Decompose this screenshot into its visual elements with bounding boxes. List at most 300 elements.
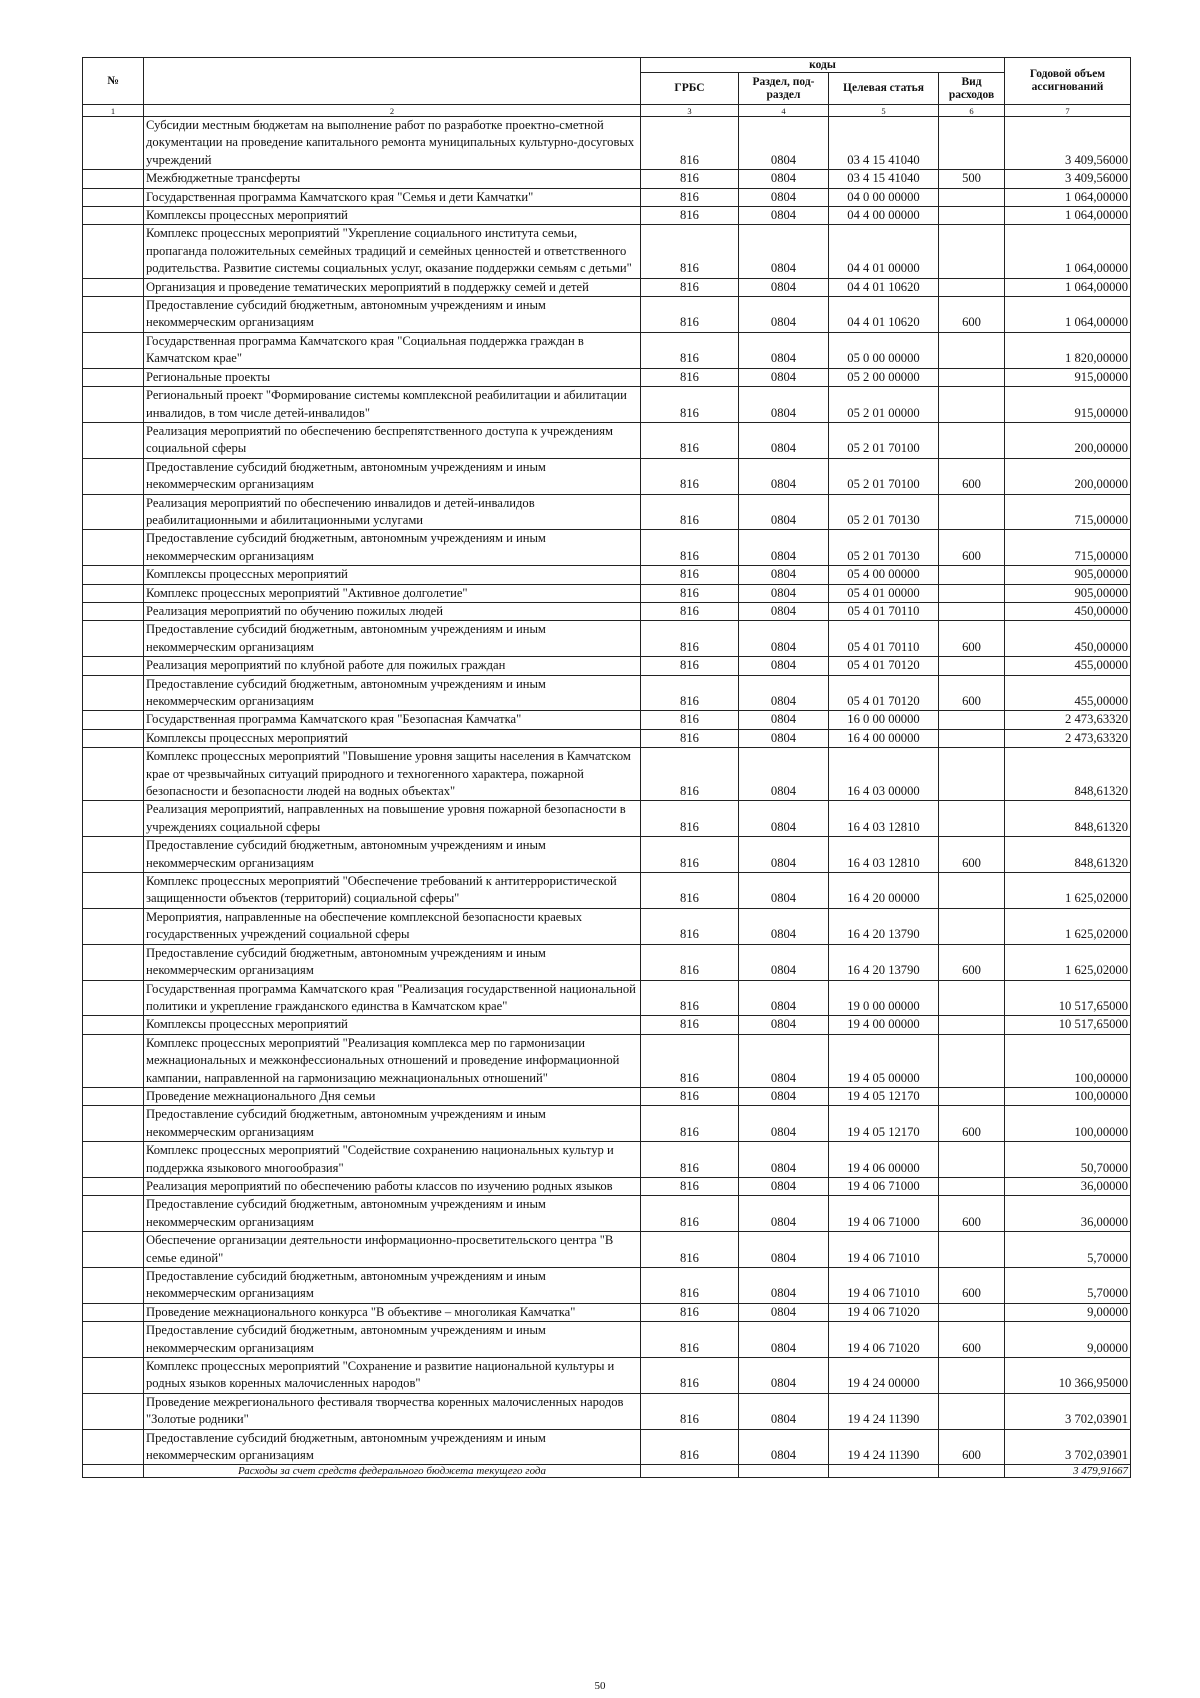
row-grbs: 816 <box>641 170 739 188</box>
table-row <box>83 1016 1131 1034</box>
column-number: 2 <box>144 105 641 117</box>
row-target: 05 4 01 70110 <box>829 602 939 620</box>
number-cell <box>83 711 144 729</box>
row-grbs: 816 <box>641 1268 739 1304</box>
row-section: 0804 <box>739 170 829 188</box>
number-cell <box>83 1177 144 1195</box>
row-grbs: 816 <box>641 566 739 584</box>
row-expense-type <box>939 1034 1005 1087</box>
row-grbs: 816 <box>641 1142 739 1178</box>
row-target: 05 4 00 00000 <box>829 566 939 584</box>
row-section: 0804 <box>739 530 829 566</box>
table-row <box>83 422 1131 458</box>
row-expense-type <box>939 1177 1005 1195</box>
row-grbs: 816 <box>641 873 739 909</box>
row-name: Комплексы процессных мероприятий <box>144 566 641 584</box>
number-cell <box>83 675 144 711</box>
row-grbs: 816 <box>641 1087 739 1105</box>
row-name: Государственная программа Камчатского края "Безопасная Камчатка" <box>144 711 641 729</box>
row-target: 16 4 20 13790 <box>829 944 939 980</box>
number-cell <box>83 729 144 747</box>
page-number: 50 <box>594 1680 606 1692</box>
number-cell <box>83 1303 144 1321</box>
row-expense-type <box>939 1303 1005 1321</box>
row-grbs: 816 <box>641 657 739 675</box>
row-name: Предоставление субсидий бюджетным, автономным учреждениям и иным некоммерческим организациям <box>144 1196 641 1232</box>
table-row <box>83 207 1131 225</box>
row-name: Комплекс процессных мероприятий "Повышение уровня защиты населения в Камчатском крае от чрезвычайных ситуаций природного и техногенного характера, пожарной безопасности и безопасности людей на водных объектах" <box>144 748 641 801</box>
row-section: 0804 <box>739 621 829 657</box>
row-grbs: 816 <box>641 675 739 711</box>
row-sum: 715,00000 <box>1005 530 1131 566</box>
row-section: 0804 <box>739 980 829 1016</box>
row-section: 0804 <box>739 801 829 837</box>
row-section: 0804 <box>739 1322 829 1358</box>
number-cell <box>83 980 144 1016</box>
number-cell <box>83 944 144 980</box>
row-target: 19 0 00 00000 <box>829 980 939 1016</box>
row-name: Предоставление субсидий бюджетным, автономным учреждениям и иным некоммерческим организациям <box>144 297 641 333</box>
row-expense-type <box>939 711 1005 729</box>
table-row <box>83 1429 1131 1465</box>
row-expense-type <box>939 207 1005 225</box>
number-cell <box>83 602 144 620</box>
header-annual: Годовой объем ассигнований <box>1005 58 1131 105</box>
row-grbs: 816 <box>641 1034 739 1087</box>
row-target: 16 4 03 12810 <box>829 837 939 873</box>
row-expense-type: 600 <box>939 1268 1005 1304</box>
row-expense-type <box>939 422 1005 458</box>
row-target: 19 4 24 00000 <box>829 1358 939 1394</box>
row-name: Предоставление субсидий бюджетным, автономным учреждениям и иным некоммерческим организациям <box>144 1429 641 1465</box>
row-expense-type <box>939 332 1005 368</box>
row-sum: 1 625,02000 <box>1005 944 1131 980</box>
column-number: 1 <box>83 105 144 117</box>
row-name: Обеспечение организации деятельности информационно-просветительского центра "В семье единой" <box>144 1232 641 1268</box>
row-section: 0804 <box>739 584 829 602</box>
row-grbs: 816 <box>641 188 739 206</box>
row-expense-type: 600 <box>939 1429 1005 1465</box>
row-section: 0804 <box>739 1358 829 1394</box>
number-cell <box>83 225 144 278</box>
row-section: 0804 <box>739 675 829 711</box>
row-target: 05 0 00 00000 <box>829 332 939 368</box>
row-section: 0804 <box>739 837 829 873</box>
table-row <box>83 297 1131 333</box>
row-expense-type <box>939 873 1005 909</box>
row-section: 0804 <box>739 602 829 620</box>
row-target: 19 4 06 71020 <box>829 1303 939 1321</box>
row-sum: 36,00000 <box>1005 1177 1131 1195</box>
row-sum: 1 064,00000 <box>1005 278 1131 296</box>
row-expense-type <box>939 1232 1005 1268</box>
table-row <box>83 1393 1131 1429</box>
row-sum: 10 517,65000 <box>1005 1016 1131 1034</box>
number-cell <box>83 458 144 494</box>
row-sum: 5,70000 <box>1005 1268 1131 1304</box>
row-grbs: 816 <box>641 1303 739 1321</box>
row-grbs: 816 <box>641 1177 739 1195</box>
row-grbs: 816 <box>641 729 739 747</box>
number-cell <box>83 170 144 188</box>
row-section: 0804 <box>739 225 829 278</box>
row-target: 19 4 06 71010 <box>829 1268 939 1304</box>
row-expense-type: 500 <box>939 170 1005 188</box>
row-name: Реализация мероприятий, направленных на повышение уровня пожарной безопасности в учреждениях социальной сферы <box>144 801 641 837</box>
row-sum: 450,00000 <box>1005 602 1131 620</box>
row-expense-type <box>939 494 1005 530</box>
number-cell <box>83 530 144 566</box>
row-target: 19 4 06 71020 <box>829 1322 939 1358</box>
row-grbs: 816 <box>641 422 739 458</box>
table-row <box>83 494 1131 530</box>
table-row <box>83 387 1131 423</box>
row-expense-type: 600 <box>939 1106 1005 1142</box>
row-expense-type <box>939 1393 1005 1429</box>
row-expense-type <box>939 584 1005 602</box>
row-sum: 3 409,56000 <box>1005 117 1131 170</box>
number-cell <box>83 332 144 368</box>
table-row <box>83 908 1131 944</box>
row-expense-type <box>939 801 1005 837</box>
row-grbs: 816 <box>641 748 739 801</box>
row-expense-type <box>939 908 1005 944</box>
table-row <box>83 1177 1131 1195</box>
row-name: Предоставление субсидий бюджетным, автономным учреждениям и иным некоммерческим организациям <box>144 675 641 711</box>
row-section: 0804 <box>739 297 829 333</box>
table-row <box>83 278 1131 296</box>
row-grbs: 816 <box>641 117 739 170</box>
table-row <box>83 1232 1131 1268</box>
row-section: 0804 <box>739 332 829 368</box>
number-cell <box>83 1268 144 1304</box>
row-target: 03 4 15 41040 <box>829 170 939 188</box>
row-grbs: 816 <box>641 458 739 494</box>
row-expense-type <box>939 117 1005 170</box>
row-section: 0804 <box>739 1106 829 1142</box>
table-row <box>83 602 1131 620</box>
row-grbs: 816 <box>641 711 739 729</box>
number-cell <box>83 188 144 206</box>
column-number: 5 <box>829 105 939 117</box>
row-target: 05 2 01 70100 <box>829 422 939 458</box>
row-expense-type <box>939 748 1005 801</box>
header-codes: коды <box>641 58 1005 73</box>
row-name: Комплекс процессных мероприятий "Укрепление социального института семьи, пропаганда положительных семейных традиций и семейных ценностей и ответственного родительства. Развитие системы социальных услуг, оказание поддержки семьям с детьми" <box>144 225 641 278</box>
row-expense-type <box>939 566 1005 584</box>
row-sum: 1 064,00000 <box>1005 188 1131 206</box>
row-expense-type: 600 <box>939 1322 1005 1358</box>
table-row <box>83 1196 1131 1232</box>
row-section: 0804 <box>739 207 829 225</box>
row-target: 03 4 15 41040 <box>829 117 939 170</box>
column-number: 6 <box>939 105 1005 117</box>
row-grbs: 816 <box>641 1322 739 1358</box>
row-section: 0804 <box>739 908 829 944</box>
row-expense-type <box>939 188 1005 206</box>
row-target: 16 4 00 00000 <box>829 729 939 747</box>
row-section: 0804 <box>739 188 829 206</box>
row-name: Реализация мероприятий по обеспечению работы классов по изучению родных языков <box>144 1177 641 1195</box>
row-target: 05 2 01 70130 <box>829 530 939 566</box>
row-name: Региональные проекты <box>144 368 641 386</box>
row-section: 0804 <box>739 117 829 170</box>
row-sum: 2 473,63320 <box>1005 729 1131 747</box>
row-section: 0804 <box>739 748 829 801</box>
row-name: Предоставление субсидий бюджетным, автономным учреждениям и иным некоммерческим организациям <box>144 944 641 980</box>
row-grbs: 816 <box>641 908 739 944</box>
total-label: Расходы за счет средств федерального бюджета текущего года <box>144 1465 641 1478</box>
row-name: Государственная программа Камчатского края "Семья и дети Камчатки" <box>144 188 641 206</box>
row-section: 0804 <box>739 1016 829 1034</box>
total-target-cell <box>829 1465 939 1478</box>
row-sum: 3 702,03901 <box>1005 1393 1131 1429</box>
row-grbs: 816 <box>641 1016 739 1034</box>
row-grbs: 816 <box>641 801 739 837</box>
row-target: 05 4 01 70120 <box>829 657 939 675</box>
row-sum: 10 517,65000 <box>1005 980 1131 1016</box>
row-grbs: 816 <box>641 1429 739 1465</box>
table-row <box>83 1106 1131 1142</box>
number-cell <box>83 1034 144 1087</box>
column-number: 3 <box>641 105 739 117</box>
table-row <box>83 621 1131 657</box>
row-target: 16 0 00 00000 <box>829 711 939 729</box>
row-target: 19 4 05 12170 <box>829 1106 939 1142</box>
row-sum: 3 409,56000 <box>1005 170 1131 188</box>
table-row <box>83 1034 1131 1087</box>
row-name: Субсидии местным бюджетам на выполнение работ по разработке проектно-сметной документации на проведение капитального ремонта муниципальных культурно-досуговых учреждений <box>144 117 641 170</box>
row-section: 0804 <box>739 494 829 530</box>
table-row <box>83 170 1131 188</box>
table-row <box>83 1142 1131 1178</box>
row-sum: 200,00000 <box>1005 422 1131 458</box>
number-cell <box>83 1106 144 1142</box>
row-grbs: 816 <box>641 584 739 602</box>
row-expense-type: 600 <box>939 944 1005 980</box>
row-name: Предоставление субсидий бюджетным, автономным учреждениям и иным некоммерческим организациям <box>144 621 641 657</box>
row-target: 19 4 06 00000 <box>829 1142 939 1178</box>
row-target: 05 4 01 70120 <box>829 675 939 711</box>
row-sum: 50,70000 <box>1005 1142 1131 1178</box>
row-expense-type <box>939 387 1005 423</box>
row-expense-type: 600 <box>939 837 1005 873</box>
number-cell <box>83 657 144 675</box>
header-name <box>144 58 641 105</box>
row-target: 19 4 00 00000 <box>829 1016 939 1034</box>
header-grbs: ГРБС <box>641 73 739 105</box>
row-grbs: 816 <box>641 1232 739 1268</box>
row-section: 0804 <box>739 729 829 747</box>
row-section: 0804 <box>739 1429 829 1465</box>
table-row <box>83 675 1131 711</box>
table-row <box>83 1268 1131 1304</box>
row-target: 05 2 01 00000 <box>829 387 939 423</box>
row-expense-type <box>939 657 1005 675</box>
row-sum: 1 820,00000 <box>1005 332 1131 368</box>
row-expense-type <box>939 278 1005 296</box>
row-expense-type <box>939 1142 1005 1178</box>
row-grbs: 816 <box>641 837 739 873</box>
row-sum: 455,00000 <box>1005 675 1131 711</box>
number-cell <box>83 748 144 801</box>
number-cell <box>83 873 144 909</box>
row-section: 0804 <box>739 1177 829 1195</box>
row-grbs: 816 <box>641 297 739 333</box>
number-cell <box>83 278 144 296</box>
row-name: Предоставление субсидий бюджетным, автономным учреждениям и иным некоммерческим организациям <box>144 1268 641 1304</box>
row-target: 04 4 01 10620 <box>829 297 939 333</box>
row-section: 0804 <box>739 1268 829 1304</box>
row-target: 05 2 00 00000 <box>829 368 939 386</box>
row-sum: 848,61320 <box>1005 837 1131 873</box>
row-section: 0804 <box>739 387 829 423</box>
row-expense-type: 600 <box>939 621 1005 657</box>
row-target: 19 4 05 00000 <box>829 1034 939 1087</box>
table-row <box>83 368 1131 386</box>
number-cell <box>83 801 144 837</box>
table-row <box>83 837 1131 873</box>
row-section: 0804 <box>739 1303 829 1321</box>
row-grbs: 816 <box>641 1196 739 1232</box>
number-cell <box>83 1232 144 1268</box>
number-cell <box>83 117 144 170</box>
row-name: Предоставление субсидий бюджетным, автономным учреждениям и иным некоммерческим организациям <box>144 1106 641 1142</box>
table-row <box>83 225 1131 278</box>
row-grbs: 816 <box>641 602 739 620</box>
number-cell <box>83 368 144 386</box>
row-section: 0804 <box>739 1196 829 1232</box>
table-row <box>83 458 1131 494</box>
row-expense-type: 600 <box>939 1196 1005 1232</box>
number-cell <box>83 1016 144 1034</box>
row-name: Реализация мероприятий по клубной работе для пожилых граждан <box>144 657 641 675</box>
total-grbs-cell <box>641 1465 739 1478</box>
row-sum: 715,00000 <box>1005 494 1131 530</box>
row-name: Государственная программа Камчатского края "Реализация государственной национальной политики и укрепление гражданского единства в Камчатском крае" <box>144 980 641 1016</box>
row-name: Реализация мероприятий по обеспечению беспрепятственного доступа к учреждениям социальной сферы <box>144 422 641 458</box>
row-grbs: 816 <box>641 494 739 530</box>
number-cell <box>83 1358 144 1394</box>
row-sum: 450,00000 <box>1005 621 1131 657</box>
row-name: Проведение межрегионального фестиваля творчества коренных малочисленных народов "Золотые родники" <box>144 1393 641 1429</box>
row-section: 0804 <box>739 566 829 584</box>
total-number-cell <box>83 1465 144 1478</box>
row-name: Организация и проведение тематических мероприятий в поддержку семей и детей <box>144 278 641 296</box>
table-body <box>83 117 1131 1465</box>
row-target: 04 4 01 00000 <box>829 225 939 278</box>
row-name: Региональный проект "Формирование системы комплексной реабилитации и абилитации инвалидов, в том числе детей-инвалидов" <box>144 387 641 423</box>
row-name: Комплекс процессных мероприятий "Реализация комплекса мер по гармонизации межнациональных и межконфессиональных отношений и проведение информационной кампании, направленной на гармонизацию межнациональных отношений" <box>144 1034 641 1087</box>
row-sum: 1 064,00000 <box>1005 297 1131 333</box>
row-sum: 1 064,00000 <box>1005 225 1131 278</box>
row-target: 19 4 06 71010 <box>829 1232 939 1268</box>
number-cell <box>83 908 144 944</box>
row-expense-type: 600 <box>939 530 1005 566</box>
row-target: 16 4 20 00000 <box>829 873 939 909</box>
row-name: Проведение межнационального Дня семьи <box>144 1087 641 1105</box>
row-expense-type <box>939 1358 1005 1394</box>
row-grbs: 816 <box>641 530 739 566</box>
row-name: Комплекс процессных мероприятий "Активное долголетие" <box>144 584 641 602</box>
row-name: Комплекс процессных мероприятий "Содействие сохранению национальных культур и поддержка языкового многообразия" <box>144 1142 641 1178</box>
total-section-cell <box>739 1465 829 1478</box>
row-name: Комплексы процессных мероприятий <box>144 1016 641 1034</box>
row-sum: 5,70000 <box>1005 1232 1131 1268</box>
row-sum: 455,00000 <box>1005 657 1131 675</box>
row-target: 05 2 01 70130 <box>829 494 939 530</box>
number-cell <box>83 1393 144 1429</box>
row-target: 04 4 00 00000 <box>829 207 939 225</box>
row-grbs: 816 <box>641 944 739 980</box>
row-name: Государственная программа Камчатского края "Социальная поддержка граждан в Камчатском крае" <box>144 332 641 368</box>
table-row <box>83 657 1131 675</box>
row-sum: 1 625,02000 <box>1005 873 1131 909</box>
row-section: 0804 <box>739 944 829 980</box>
row-grbs: 816 <box>641 225 739 278</box>
total-sum: 3 479,91667 <box>1005 1465 1131 1478</box>
row-sum: 100,00000 <box>1005 1087 1131 1105</box>
row-section: 0804 <box>739 1034 829 1087</box>
header-target: Целевая статья <box>829 73 939 105</box>
row-target: 05 2 01 70100 <box>829 458 939 494</box>
number-cell <box>83 494 144 530</box>
table-row <box>83 1303 1131 1321</box>
row-name: Комплекс процессных мероприятий "Сохранение и развитие национальной культуры и родных языков коренных малочисленных народов" <box>144 1358 641 1394</box>
row-section: 0804 <box>739 873 829 909</box>
row-sum: 905,00000 <box>1005 584 1131 602</box>
row-name: Реализация мероприятий по обучению пожилых людей <box>144 602 641 620</box>
row-sum: 1 625,02000 <box>1005 908 1131 944</box>
row-target: 19 4 24 11390 <box>829 1393 939 1429</box>
table-row <box>83 748 1131 801</box>
row-sum: 200,00000 <box>1005 458 1131 494</box>
table-row <box>83 332 1131 368</box>
row-sum: 2 473,63320 <box>1005 711 1131 729</box>
row-name: Предоставление субсидий бюджетным, автономным учреждениям и иным некоммерческим организациям <box>144 530 641 566</box>
row-section: 0804 <box>739 1393 829 1429</box>
table-row <box>83 980 1131 1016</box>
table-row <box>83 1087 1131 1105</box>
row-sum: 100,00000 <box>1005 1106 1131 1142</box>
header-expense-type: Вид расходов <box>939 73 1005 105</box>
table-row <box>83 801 1131 837</box>
row-section: 0804 <box>739 368 829 386</box>
row-sum: 3 702,03901 <box>1005 1429 1131 1465</box>
row-expense-type: 600 <box>939 675 1005 711</box>
row-section: 0804 <box>739 458 829 494</box>
row-name: Мероприятия, направленные на обеспечение комплексной безопасности краевых государственных учреждений социальной сферы <box>144 908 641 944</box>
total-type-cell <box>939 1465 1005 1478</box>
total-row <box>83 1465 1131 1478</box>
row-section: 0804 <box>739 711 829 729</box>
row-expense-type: 600 <box>939 458 1005 494</box>
row-target: 16 4 03 12810 <box>829 801 939 837</box>
row-sum: 848,61320 <box>1005 801 1131 837</box>
row-grbs: 816 <box>641 621 739 657</box>
table-row <box>83 566 1131 584</box>
row-name: Проведение межнационального конкурса "В объективе – многоликая Камчатка" <box>144 1303 641 1321</box>
row-sum: 9,00000 <box>1005 1322 1131 1358</box>
number-cell <box>83 584 144 602</box>
table-row <box>83 584 1131 602</box>
row-target: 05 4 01 00000 <box>829 584 939 602</box>
row-grbs: 816 <box>641 387 739 423</box>
row-grbs: 816 <box>641 1393 739 1429</box>
row-target: 16 4 20 13790 <box>829 908 939 944</box>
number-cell <box>83 422 144 458</box>
row-target: 16 4 03 00000 <box>829 748 939 801</box>
